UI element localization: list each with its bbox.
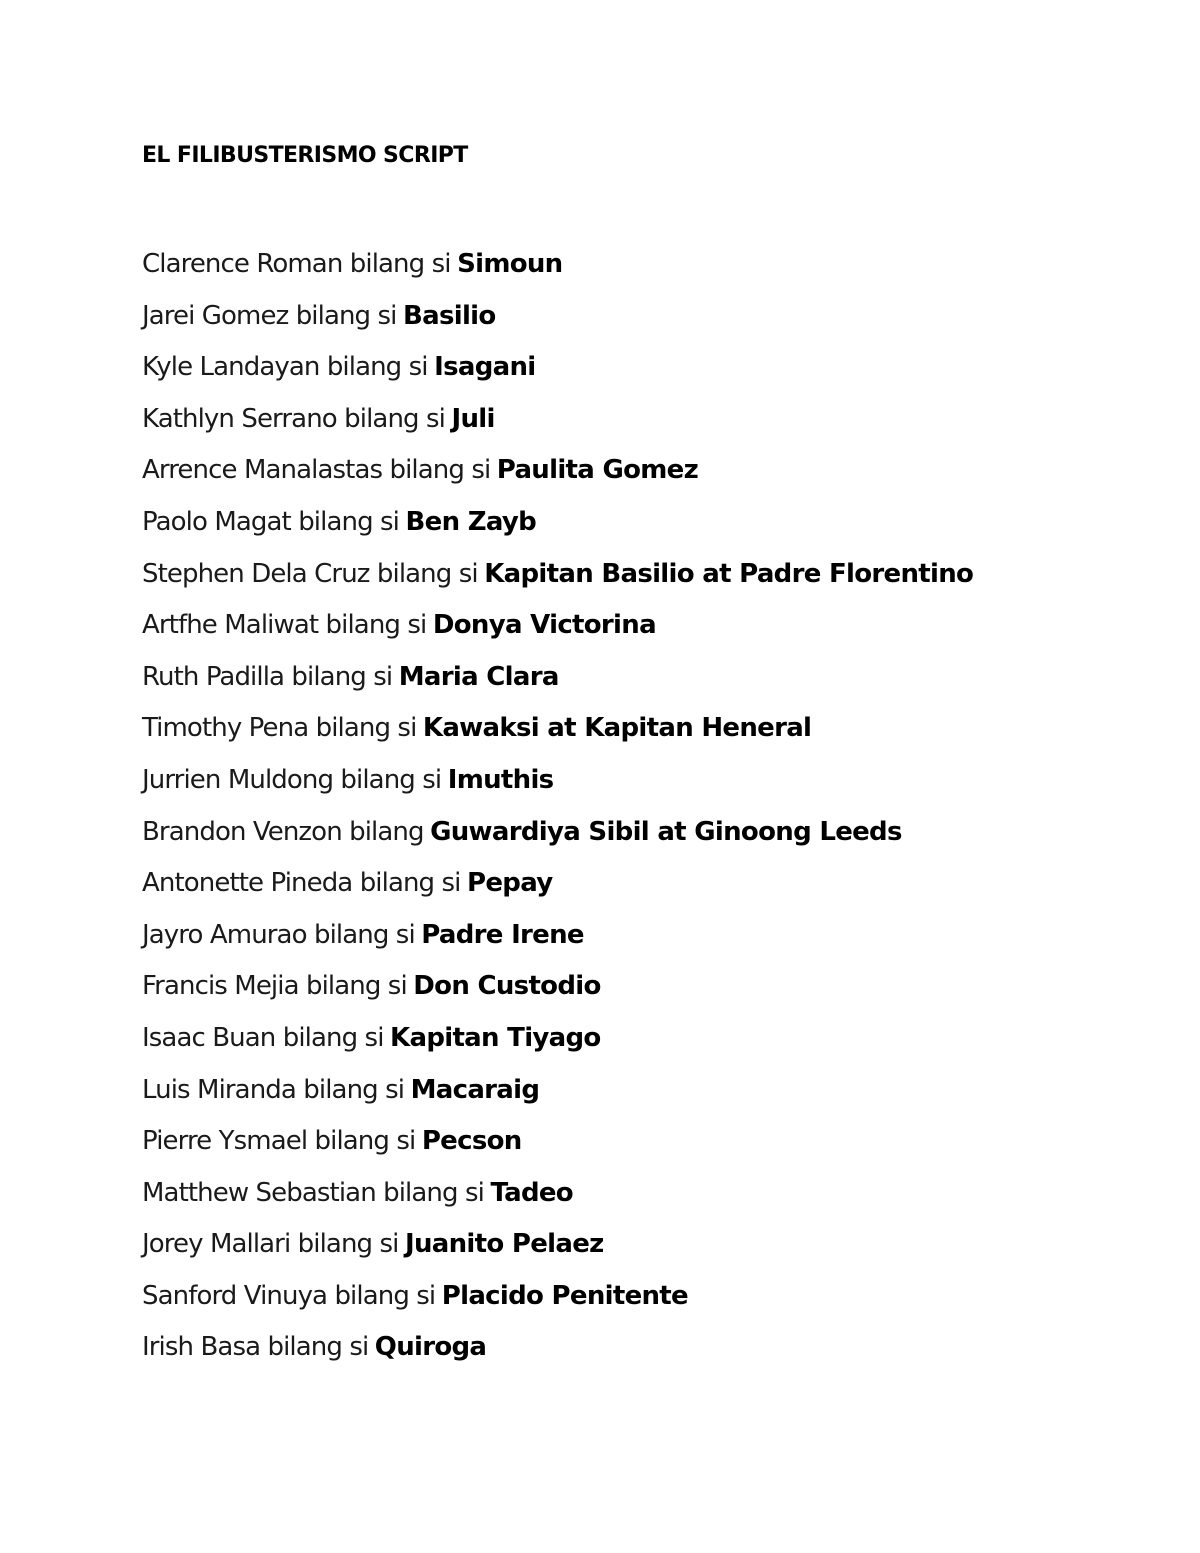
actor-name: Jarei Gomez bilang si — [142, 300, 397, 331]
cast-line — [142, 1070, 973, 1122]
character-role: Kapitan Tiyago — [390, 1022, 601, 1053]
character-role: Kawaksi at Kapitan Heneral — [422, 713, 812, 744]
cast-line — [142, 1018, 973, 1070]
actor-name: Kyle Landayan bilang si — [142, 352, 428, 383]
actor-name: Timothy Pena bilang si — [142, 713, 417, 744]
character-role: Macaraig — [410, 1074, 540, 1105]
cast-line — [142, 296, 973, 348]
cast-line — [142, 450, 973, 502]
actor-name: Ruth Padilla bilang si — [142, 661, 393, 692]
actor-name: Matthew Sebastian bilang si — [142, 1177, 484, 1208]
character-role: Imuthis — [447, 764, 554, 795]
character-role: Basilio — [403, 300, 496, 331]
character-role: Juanito Pelaez — [404, 1229, 604, 1260]
cast-line — [142, 966, 973, 1018]
character-role: Kapitan Basilio at Padre Florentino — [484, 558, 974, 589]
cast-list — [142, 244, 973, 1379]
cast-line — [142, 915, 973, 967]
character-role: Guwardiya Sibil at Ginoong Leeds — [430, 816, 902, 847]
cast-line — [142, 1276, 973, 1328]
cast-line — [142, 1121, 973, 1173]
cast-line — [142, 399, 973, 451]
cast-line — [142, 760, 973, 812]
actor-name: Jorey Mallari bilang si — [142, 1229, 399, 1260]
actor-name: Sanford Vinuya bilang si — [142, 1280, 436, 1311]
actor-name: Antonette Pineda bilang si — [142, 868, 461, 899]
character-role: Pepay — [467, 868, 553, 899]
cast-line — [142, 605, 973, 657]
character-role: Donya Victorina — [432, 610, 656, 641]
actor-name: Francis Mejia bilang si — [142, 971, 407, 1002]
character-role: Maria Clara — [398, 661, 559, 692]
actor-name: Jayro Amurao bilang si — [142, 919, 415, 950]
cast-line — [142, 863, 973, 915]
actor-name: Irish Basa bilang si — [142, 1332, 369, 1363]
character-role: Pecson — [421, 1126, 522, 1157]
cast-line — [142, 1327, 973, 1379]
character-role: Paulita Gomez — [496, 455, 699, 486]
cast-line — [142, 708, 973, 760]
actor-name: Artfhe Maliwat bilang si — [142, 610, 427, 641]
actor-name: Arrence Manalastas bilang si — [142, 455, 491, 486]
actor-name: Isaac Buan bilang si — [142, 1022, 384, 1053]
character-role: Tadeo — [490, 1177, 573, 1208]
document-title: EL FILIBUSTERISMO SCRIPT — [142, 143, 468, 168]
cast-line — [142, 1173, 973, 1225]
actor-name: Stephen Dela Cruz bilang si — [142, 558, 478, 589]
cast-line — [142, 244, 973, 296]
cast-line — [142, 812, 973, 864]
actor-name: Clarence Roman bilang si — [142, 249, 451, 279]
cast-line — [142, 502, 973, 554]
cast-line — [142, 347, 973, 399]
actor-name: Jurrien Muldong bilang si — [142, 764, 442, 795]
actor-name: Brandon Venzon bilang — [142, 816, 424, 847]
character-role: Don Custodio — [413, 971, 601, 1002]
actor-name: Luis Miranda bilang si — [142, 1074, 405, 1105]
actor-name: Kathlyn Serrano bilang si — [142, 403, 445, 434]
actor-name: Pierre Ysmael bilang si — [142, 1126, 416, 1157]
cast-line — [142, 554, 973, 606]
character-role: Isagani — [434, 352, 536, 383]
actor-name: Paolo Magat bilang si — [142, 506, 400, 537]
character-role: Simoun — [457, 249, 563, 279]
character-role: Placido Penitente — [441, 1280, 688, 1311]
character-role: Padre Irene — [421, 919, 584, 950]
character-role: Juli — [451, 403, 495, 434]
character-role: Ben Zayb — [405, 506, 537, 537]
cast-line — [142, 1224, 973, 1276]
character-role: Quiroga — [374, 1332, 487, 1363]
cast-line — [142, 657, 973, 709]
